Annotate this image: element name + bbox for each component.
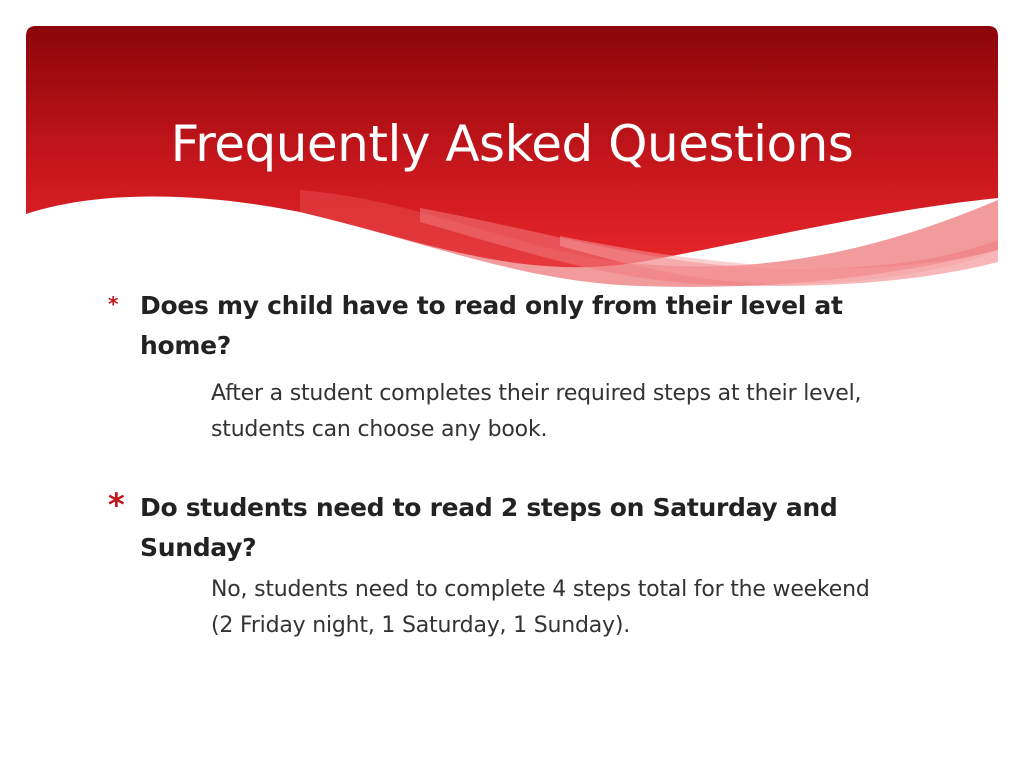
faq-list	[108, 286, 898, 644]
faq-item	[108, 488, 898, 644]
faq-answer: After a student completes their required steps at their level, students can choose any book.	[211, 381, 862, 442]
faq-answer: No, students need to complete 4 steps total for the weekend (2 Friday night, 1 Saturday, 1 Sunday).	[211, 577, 870, 638]
bullet-asterisk-icon: *	[108, 292, 119, 316]
faq-question: Does my child have to read only from their level at home?	[140, 291, 843, 360]
bullet-asterisk-icon: *	[108, 486, 125, 524]
faq-item	[108, 286, 898, 448]
faq-question: Do students need to read 2 steps on Saturday and Sunday?	[140, 493, 838, 562]
page-title: Frequently Asked Questions	[170, 114, 854, 173]
